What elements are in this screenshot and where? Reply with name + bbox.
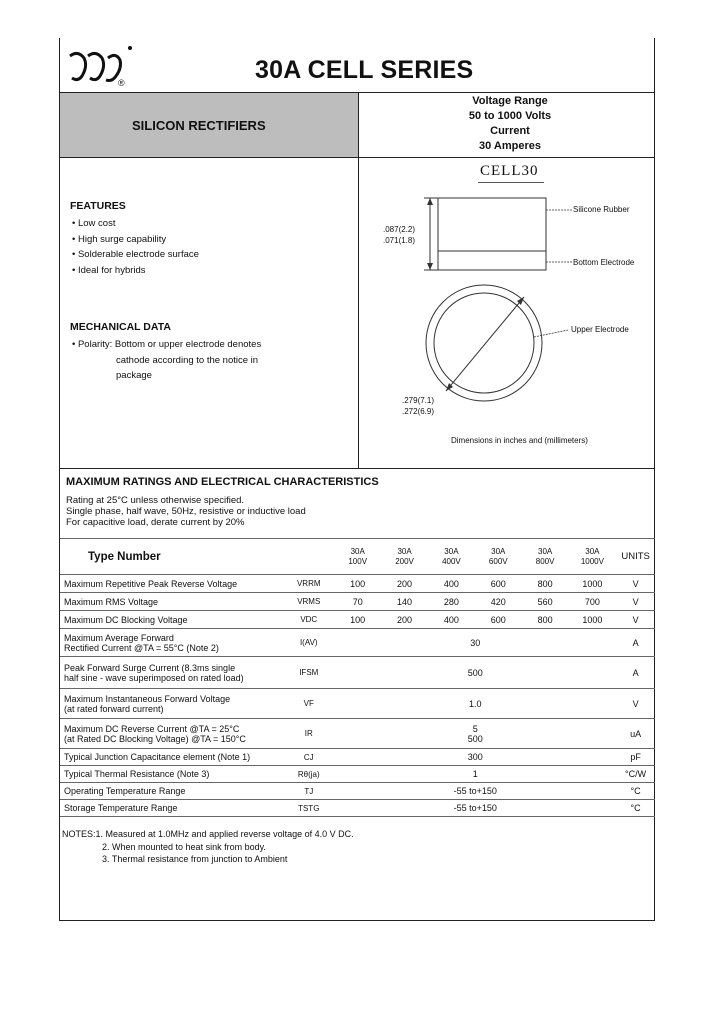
mechanical-line: • Polarity: Bottom or upper electrode denotes [72, 339, 262, 350]
ratings-heading: MAXIMUM RATINGS AND ELECTRICAL CHARACTERISTICS [66, 476, 379, 488]
model-header: 30A 400V [442, 546, 461, 566]
table-row: Typical Junction Capacitance element (Note 1) CJ 300 pF [60, 749, 655, 766]
mechanical-text [72, 337, 261, 384]
dimensions-caption: Dimensions in inches and (millimeters) [451, 436, 588, 445]
model-header: 30A 100V [348, 546, 368, 566]
table-row: Maximum Repetitive Peak Reverse Voltage VRRM 100 200 400 600 800 1000 V [60, 575, 655, 593]
table-row: Typical Thermal Resistance (Note 3) Rθ(ja) 1 °C/W [60, 766, 655, 783]
mechanical-line: package [116, 370, 152, 381]
dim-diameter-min: .272(6.9) [402, 407, 435, 416]
units-label: UNITS [621, 550, 650, 562]
arrow-up-icon [427, 198, 433, 205]
ratings-divider [59, 468, 655, 469]
table-row: Maximum Average Forward Rectified Current @TA = 55°C (Note 2) I(AV) 30 A [60, 629, 655, 657]
table-row: Maximum RMS Voltage VRMS 70 140 280 420 560 700 V [60, 593, 655, 611]
label-upper-electrode: Upper Electrode [571, 325, 629, 334]
product-type-banner [60, 93, 358, 157]
dim-height-max: .087(2.2) [383, 225, 416, 234]
model-header: 30A 1000V [580, 546, 604, 566]
product-type-label: SILICON RECTIFIERS [132, 118, 266, 133]
label-bottom-electrode: Bottom Electrode [573, 258, 635, 267]
table-row: Storage Temperature Range TSTG -55 to+150 °C [60, 800, 655, 817]
spec-box [400, 94, 620, 154]
label-silicone-rubber: Silicone Rubber [573, 205, 630, 214]
spec-line: 30 Amperes [479, 140, 541, 152]
center-divider [358, 92, 359, 468]
table-row: Maximum Instantaneous Forward Voltage (at rated forward current) VF 1.0 V [60, 689, 655, 719]
company-logo [64, 44, 134, 90]
ratings-table [60, 538, 655, 817]
table-header-row [60, 539, 655, 575]
note-line: 2. When mounted to heat sink from body. [102, 841, 266, 852]
spec-line: Current [490, 125, 530, 137]
side-view-body [438, 198, 546, 270]
package-diagram [360, 185, 654, 425]
diameter-line [446, 297, 524, 391]
model-header: 30A 200V [395, 546, 414, 566]
spec-line: 50 to 1000 Volts [468, 110, 552, 122]
table-row: Operating Temperature Range TJ -55 to+150 °C [60, 783, 655, 800]
ratings-condition-line: Single phase, half wave, 50Hz, resistive or inductive load [66, 506, 306, 517]
features-list [72, 216, 199, 278]
page-title: 30A CELL SERIES [255, 56, 474, 84]
inner-circle [434, 293, 534, 393]
mechanical-heading: MECHANICAL DATA [70, 321, 171, 333]
table-row: Peak Forward Surge Current (8.3ms single half sine - wave superimposed on rated load) IFSM 500 A [60, 657, 655, 689]
spec-line: Voltage Range [472, 95, 548, 107]
feature-item: • Ideal for hybrids [72, 264, 146, 276]
feature-item: • Low cost [72, 218, 116, 229]
note-line: 3. Thermal resistance from junction to Ambient [102, 854, 288, 864]
arrow-down-icon [427, 263, 433, 270]
ratings-condition-line: For capacitive load, derate current by 20% [66, 517, 245, 528]
table-row: Maximum DC Reverse Current @TA = 25°C (at Rated DC Blocking Voltage) @TA = 150°C IR 5 500 uA [60, 719, 655, 749]
model-header: 30A 600V [488, 546, 508, 566]
note-line: NOTES:1. Measured at 1.0MHz and applied reverse voltage of 4.0 V DC. [62, 829, 354, 839]
features-heading: FEATURES [70, 200, 126, 212]
package-name: CELL30 [480, 163, 539, 179]
feature-item: • High surge capability [72, 233, 167, 245]
dim-diameter-max: .279(7.1) [402, 396, 435, 405]
type-number-label: Type Number [88, 550, 161, 563]
notes-block [62, 828, 354, 866]
mechanical-line: cathode according to the notice in [116, 354, 259, 366]
ratings-condition-line: Rating at 25°C unless otherwise specified. [66, 495, 245, 506]
feature-item: • Solderable electrode surface [72, 249, 199, 260]
frame-bottom-border [59, 920, 655, 921]
model-header: 30A 800V [535, 546, 555, 566]
banner-divider [59, 157, 655, 158]
package-name-underline [478, 182, 544, 183]
dim-height-min: .071(1.8) [383, 236, 416, 245]
table-row: Maximum DC Blocking Voltage VDC 100 200 400 600 800 1000 V [60, 611, 655, 629]
outer-circle [426, 285, 542, 401]
ratings-conditions [66, 495, 306, 528]
registered-mark: ® [118, 78, 125, 88]
